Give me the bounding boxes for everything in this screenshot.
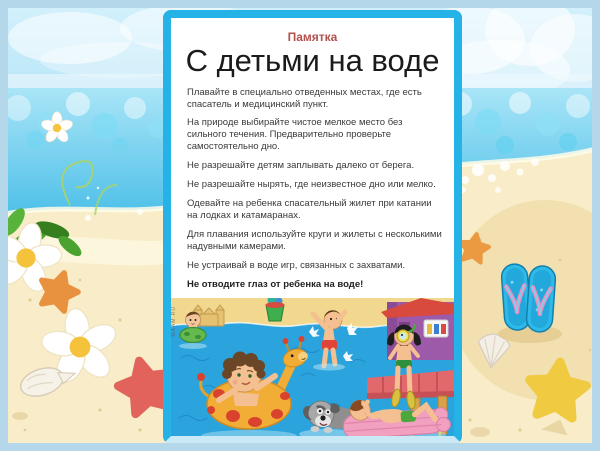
page-title: С детьми на воде bbox=[185, 43, 440, 78]
rule-item: Плавайте в специально отведенных местах, где есть спасатель и медицинский пункт. bbox=[187, 86, 422, 110]
rule-item: Для плавания используйте круги и жилеты с несколькими надувными камерами. bbox=[187, 229, 442, 253]
rule-item: На природе выбирайте чистое мелкое место без сильного течения. Предварительно проверьте самостоятельно дно. bbox=[187, 117, 403, 153]
watermark: МААМ.RU bbox=[171, 306, 177, 337]
warning-text: Не отводите глаз от ребенка на воде! bbox=[187, 279, 364, 291]
rule-item: Одевайте на ребенка спасательный жилет при катании на лодках и катамаранах. bbox=[187, 198, 432, 222]
pebble bbox=[470, 427, 490, 437]
memo-card bbox=[163, 10, 462, 444]
flip-flops bbox=[498, 263, 562, 343]
changing-cabin bbox=[381, 298, 454, 360]
memo-label: Памятка bbox=[287, 30, 338, 44]
rule-item: Не разрешайте детям заплывать далеко от берега. bbox=[187, 160, 415, 172]
toy-bucket bbox=[266, 298, 285, 321]
swimming-kids-illustration bbox=[171, 298, 454, 444]
rule-item: Не разрешайте нырять, где неизвестное дно или мелко. bbox=[187, 179, 436, 191]
rule-item: Не устраивай в воде игр, связанных с захватами. bbox=[187, 260, 406, 272]
pebble bbox=[12, 412, 28, 420]
rules-list bbox=[171, 87, 454, 292]
